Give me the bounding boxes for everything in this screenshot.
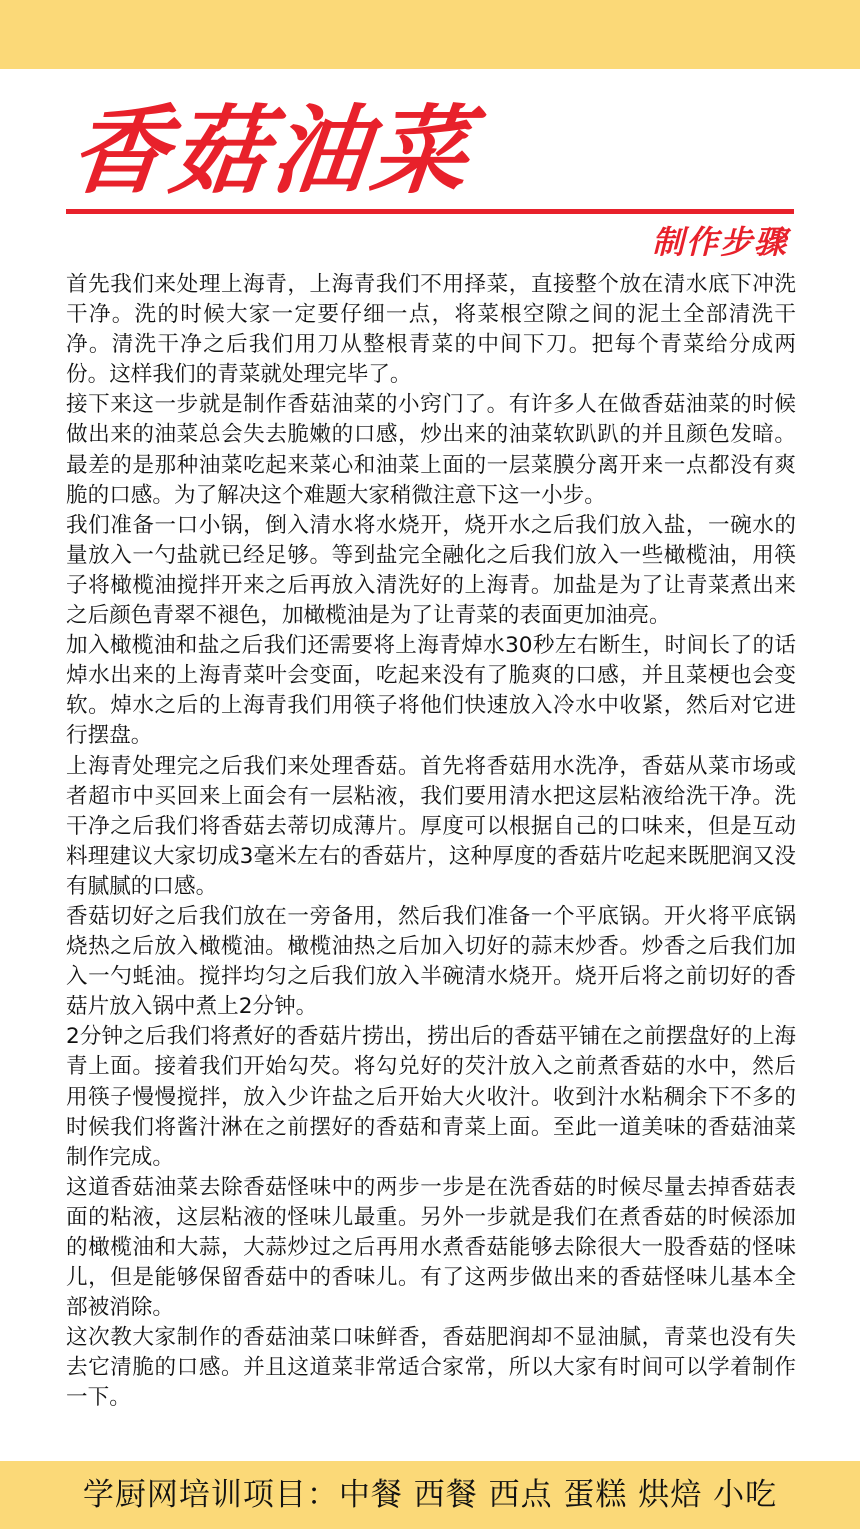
paragraph-5: 上海青处理完之后我们来处理香菇。首先将香菇用水洗净，香菇从菜市场或者超市中买回来上面会有一层粘液，我们要用清水把这层粘液给洗干净。洗干净之后我们将香菇去蒂切成薄片。厚度可以根据自己的口味来，但是互动料理建议大家切成3毫米左右的香菇片，这种厚度的香菇片吃起来既肥润又没有腻腻的口感。 [66, 753, 796, 899]
section-subtitle: 制作步骤 [651, 223, 788, 261]
paragraph-8: 这道香菇油菜去除香菇怪味中的两步一步是在洗香菇的时候尽量去掉香菇表面的粘液，这层粘液的怪味儿最重。另外一步就是我们在煮香菇的时候添加的橄榄油和大蒜，大蒜炒过之后再用水煮香菇能够去除很大一股香菇的怪味儿，但是能够保留香菇中的香味儿。有了这两步做出来的香菇怪味儿基本全部被消除。 [66, 1174, 796, 1321]
title-divider [66, 209, 794, 214]
footer-text: 学厨网培训项目：中餐 西餐 西点 蛋糕 烘焙 小吃 [82, 1477, 778, 1513]
paragraph-6: 香菇切好之后我们放在一旁备用，然后我们准备一个平底锅。开火将平底锅烧热之后放入橄榄油。橄榄油热之后加入切好的蒜末炒香。炒香之后我们加入一勺蚝油。搅拌均匀之后我们放入半碗清水烧开。烧开后将之前切好的香菇片放入锅中煮上2分钟。 [66, 903, 796, 1020]
paragraph-3: 我们准备一口小锅，倒入清水将水烧开，烧开水之后我们放入盐，一碗水的量放入一勺盐就已经足够。等到盐完全融化之后我们放入一些橄榄油，用筷子将橄榄油搅拌开来之后再放入清洗好的上海青。加盐是为了让青菜煮出来之后颜色青翠不褪色，加橄榄油是为了让青菜的表面更加油亮。 [66, 512, 796, 629]
paragraph-9: 这次教大家制作的香菇油菜口味鲜香，香菇肥润却不显油腻，青菜也没有失去它清脆的口感。并且这道菜非常适合家常，所以大家有时间可以学着制作一下。 [66, 1325, 796, 1411]
paragraph-4: 加入橄榄油和盐之后我们还需要将上海青焯水30秒左右断生，时间长了的话焯水出来的上海青菜叶会变面，吃起来没有了脆爽的口感，并且菜梗也会变软。焯水之后的上海青我们用筷子将他们快速放入冷水中收紧，然后对它进行摆盘。 [66, 633, 796, 749]
page-title: 香菇油菜 [65, 95, 478, 207]
paragraph-1: 首先我们来处理上海青，上海青我们不用择菜，直接整个放在清水底下冲洗干净。洗的时候大家一定要仔细一点，将菜根空隙之间的泥土全部清洗干净。清洗干净之后我们用刀从整根青菜的中间下刀。把每个青菜给分成两份。这样我们的青菜就处理完毕了。 [66, 272, 796, 388]
paragraph-7: 2分钟之后我们将煮好的香菇片捞出，捞出后的香菇平铺在之前摆盘好的上海青上面。接着我们开始勾芡。将勾兑好的芡汁放入之前煮香菇的水中，然后用筷子慢慢搅拌，放入少许盐之后开始大火收汁。收到汁水粘稠余下不多的时候我们将酱汁淋在之前摆好的香菇和青菜上面。至此一道美味的香菇油菜制作完成。 [66, 1024, 796, 1170]
top-banner [0, 0, 860, 69]
article-body [66, 270, 796, 1411]
paragraph-2: 接下来这一步就是制作香菇油菜的小窍门了。有许多人在做香菇油菜的时候做出来的油菜总会失去脆嫩的口感，炒出来的油菜软趴趴的并且颜色发暗。最差的是那种油菜吃起来菜心和油菜上面的一层菜膜分离开来一点都没有爽脆的口感。为了解决这个难题大家稍微注意下这一小步。 [66, 392, 796, 508]
